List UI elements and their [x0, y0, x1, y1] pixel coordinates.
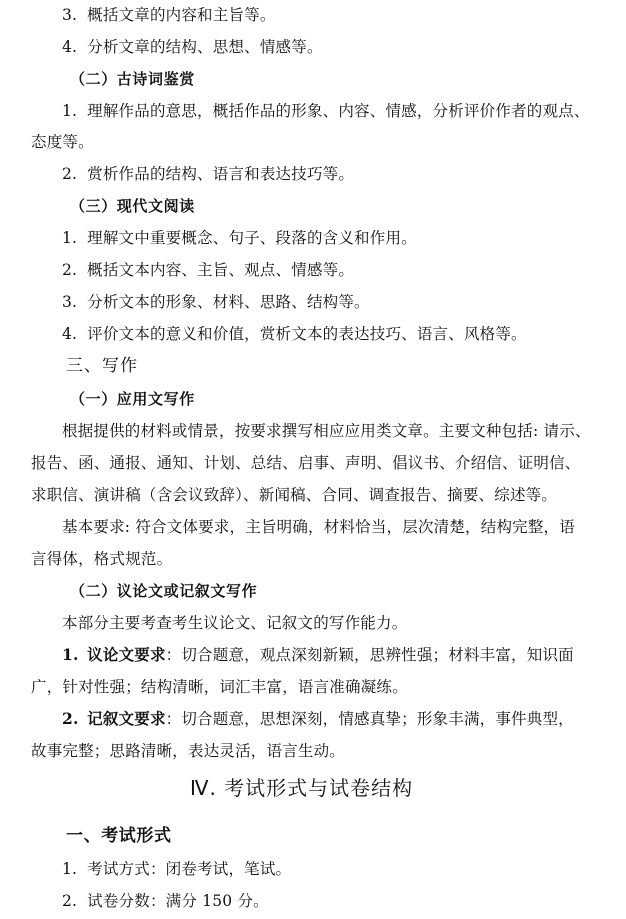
item-text: 赏析作品的结构、语言和表达技巧等。	[87, 165, 355, 183]
requirement-text-continued: 故事完整；思路清晰，表达灵活，语言生动。	[31, 742, 346, 760]
paragraph-line: 本部分主要考查考生议论文、记叙文的写作能力。	[62, 614, 408, 632]
item-number: 1.	[62, 860, 78, 878]
list-item	[62, 260, 354, 280]
item-number: 1.	[62, 102, 78, 120]
list-item	[62, 891, 269, 911]
item-text: 概括文本内容、主旨、观点、情感等。	[87, 261, 355, 279]
item-number: 2.	[62, 892, 78, 910]
list-item	[62, 5, 276, 25]
paragraph-line: 言得体，格式规范。	[31, 550, 173, 568]
item-text: 分析文本的形象、材料、思路、结构等。	[87, 293, 370, 311]
item-text-continued: 态度等。	[31, 133, 94, 151]
item-number: 1.	[62, 229, 78, 247]
item-text: 评价文本的意义和价值，赏析文本的表达技巧、语言、风格等。	[87, 325, 527, 343]
list-item	[62, 101, 590, 121]
list-item	[62, 292, 370, 312]
list-item	[62, 164, 354, 184]
list-item	[62, 228, 417, 248]
item-number: 2.	[62, 261, 78, 279]
item-text: 考试方式：闭卷考试，笔试。	[87, 860, 292, 878]
subsection-heading-applied: （一）应用文写作	[70, 390, 195, 408]
item-text: 试卷分数：满分 150 分。	[87, 892, 269, 910]
item-number: 2.	[62, 709, 79, 728]
item-text: 概括文章的内容和主旨等。	[87, 6, 276, 24]
subsection-heading-argue: （二）议论文或记叙文写作	[70, 582, 258, 600]
item-number: 4.	[62, 325, 78, 343]
item-text: 理解文中重要概念、句子、段落的含义和作用。	[87, 229, 417, 247]
paragraph-line: 求职信、演讲稿（含会议致辞）、新闻稿、合同、调查报告、摘要、综述等。	[31, 486, 558, 504]
item-text: 理解作品的意思，概括作品的形象、内容、情感，分析评价作者的观点、	[87, 102, 590, 120]
item-number: 2.	[62, 165, 78, 183]
item-number: 3.	[62, 6, 78, 24]
item-text: 分析文章的结构、思想、情感等。	[87, 38, 323, 56]
requirement-text: ：切合题意，观点深刻新颖，思辨性强；材料丰富，知识面	[165, 646, 574, 664]
paragraph-line: 报告、函、通报、通知、计划、总结、启事、声明、倡议书、介绍信、证明信、	[31, 454, 581, 472]
requirement-text: ：切合题意，思想深刻，情感真挚；形象丰满，事件典型，	[165, 710, 574, 728]
chapter-heading: Ⅳ. 考试形式与试卷结构	[190, 776, 414, 800]
item-number: 4.	[62, 38, 78, 56]
paragraph-line: 根据提供的材料或情景，按要求撰写相应应用类文章。主要文种包括: 请示、	[62, 422, 591, 440]
list-item	[62, 37, 323, 57]
item-number: 1.	[62, 645, 79, 664]
requirement-label: 议论文要求	[87, 645, 166, 664]
requirement-label: 记叙文要求	[87, 709, 166, 728]
requirement-item	[62, 645, 574, 665]
section-heading-writing: 三、写作	[66, 356, 138, 376]
subsection-heading-modern: （三）现代文阅读	[70, 197, 195, 215]
item-number: 3.	[62, 293, 78, 311]
section-heading-form: 一、考试形式	[66, 826, 172, 846]
requirement-item	[62, 709, 574, 729]
list-item	[62, 324, 527, 344]
list-item	[62, 859, 291, 879]
paragraph-line: 基本要求: 符合文体要求，主旨明确，材料恰当，层次清楚，结构完整，语	[62, 518, 575, 536]
requirement-text-continued: 广，针对性强；结构清晰，词汇丰富，语言准确凝练。	[31, 678, 408, 696]
subsection-heading-poetry: （二）古诗词鉴赏	[70, 70, 195, 88]
